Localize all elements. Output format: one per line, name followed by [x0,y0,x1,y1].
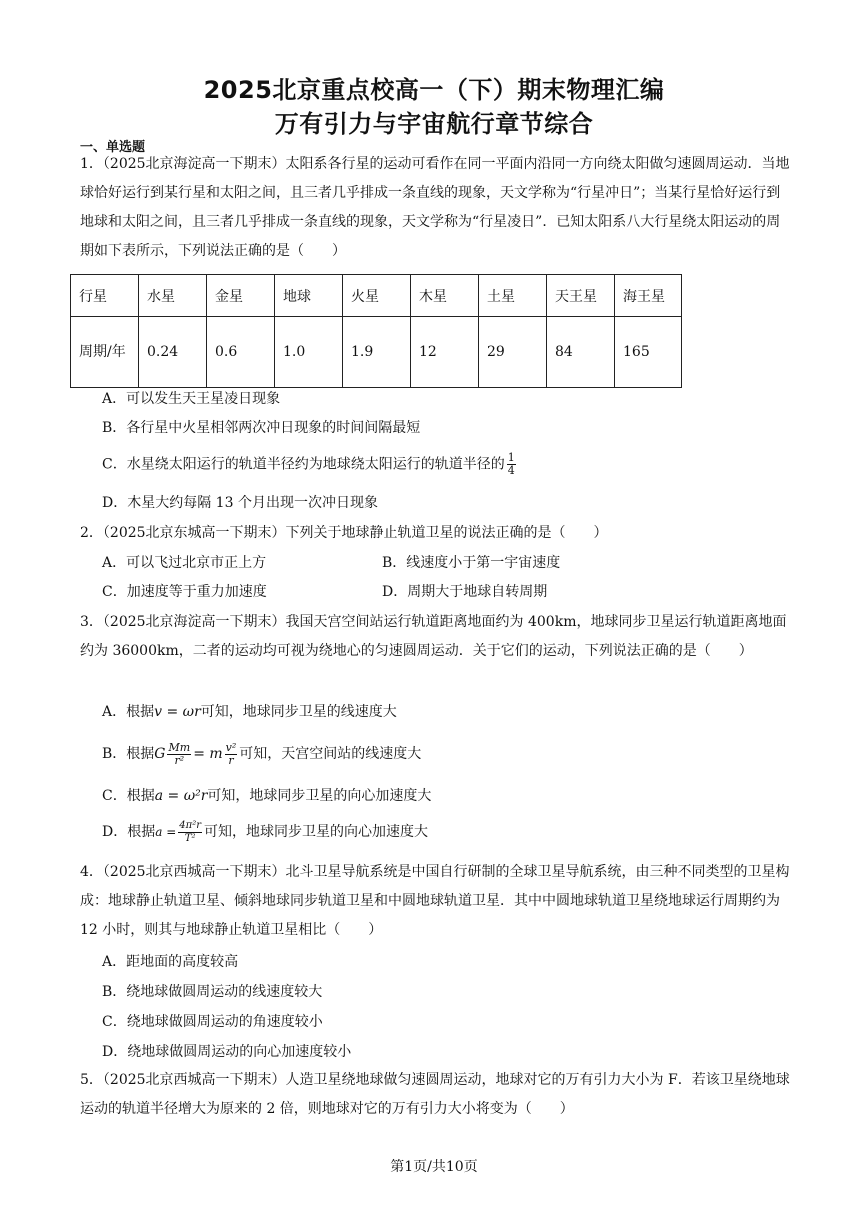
q4-option-c: C．绕地球做圆周运动的角速度较小 [102,1014,323,1030]
formula-a: a = [155,825,177,839]
question-5-text: 5．（2025北京西城高一下期末）人造卫星绕地球做匀速圆周运动，地球对它的万有引力大小为 F．若该卫星绕地球运动的轨道半径增大为原来的 2 倍，则地球对它的万有引力大小将变为（ ） [80,1072,790,1117]
q3-option-b [102,738,421,770]
table-cell: 金星 [207,275,275,317]
fraction-numerator: v² [225,740,237,754]
q1-option-c-text: C．水星绕太阳运行的轨道半径约为地球绕太阳运行的轨道半径的 [102,456,505,473]
q2-option-b: B．线速度小于第一宇宙速度 [382,555,561,571]
q2-option-c: C．加速度等于重力加速度 [102,584,267,600]
q3-option-c [102,786,431,806]
table-cell: 1.0 [275,317,343,388]
fraction-numerator: 4π²r [179,819,201,831]
table-cell: 水星 [139,275,207,317]
table-cell: 天王星 [547,275,615,317]
table-cell: 12 [411,317,479,388]
fraction-denominator: r [228,753,234,767]
q2-option-a: A．可以飞过北京市正上方 [102,555,267,571]
formula: a = ω²r [154,788,208,804]
table-cell: 周期/年 [71,317,139,388]
question-2-text: 2．（2025北京东城高一下期末）下列关于地球静止轨道卫星的说法正确的是（ ） [80,525,608,541]
option-label: C．根据 [102,788,155,804]
q3-option-a [102,702,397,722]
option-label: A．根据 [102,704,155,720]
table-cell: 165 [615,317,682,388]
fraction [225,742,238,767]
question-1-text: 1．（2025北京海淀高一下期末）太阳系各行星的运动可看作在同一平面内沿同一方向绕太阳做匀速圆周运动．当地球恰好运行到某行星和太阳之间，且三者几乎排成一条直线的现象，天文学称为“行星冲日”；当某行星恰好运行到地球和太阳之间，且三者几乎排成一条直线的现象，天文学称为“行星凌日”．已知太阳系八大行星绕太阳运动的周期如下表所示，下列说法正确的是（ ） [80,156,790,259]
formula-g: G [154,746,166,762]
table-cell: 海王星 [615,275,682,317]
q2-option-d: D．周期大于地球自转周期 [382,584,548,600]
table-cell: 0.6 [207,317,275,388]
document-title-line1: 2025北京重点校高一（下）期末物理汇编 [203,76,665,104]
table-row [71,275,682,317]
formula: v = ωr [154,704,201,720]
q1-option-a: A．可以发生天王星凌日现象 [102,391,281,407]
table-cell: 土星 [479,275,547,317]
table-row [71,317,682,388]
option-label: D．根据 [102,824,156,840]
q3-option-d [102,816,428,848]
table-cell: 火星 [343,275,411,317]
table-cell: 地球 [275,275,343,317]
fraction-numerator: 1 [507,451,515,464]
table-cell: 行星 [71,275,139,317]
option-text: 可知，天宫空间站的线速度大 [239,746,422,762]
q4-option-d: D．绕地球做圆周运动的向心加速度较小 [102,1044,352,1060]
q4-option-a: A．距地面的高度较高 [102,954,239,970]
q1-option-c [102,452,518,477]
q1-option-b: B．各行星中火星相邻两次冲日现象的时间间隔最短 [102,420,421,436]
fraction [507,452,516,477]
table-cell: 0.24 [139,317,207,388]
q4-option-b: B．绕地球做圆周运动的线速度较大 [102,984,323,1000]
fraction-denominator: r² [174,753,185,767]
page-footer: 第1页/共10页 [390,1159,478,1175]
fraction [178,820,202,845]
formula-eq: = m [193,746,223,762]
table-cell: 29 [479,317,547,388]
question-4-text: 4．（2025北京西城高一下期末）北斗卫星导航系统是中国自行研制的全球卫星导航系统，由三种不同类型的卫星构成：地球静止轨道卫星、倾斜地球同步轨道卫星和中圆地球轨道卫星．其中中圆地球轨道卫星绕地球运行周期约为 12 小时，则其与地球静止轨道卫星相比（ ） [80,864,790,938]
table-cell: 木星 [411,275,479,317]
fraction-denominator: 4 [507,464,515,477]
fraction [167,742,191,767]
option-text: 可知，地球同步卫星的向心加速度大 [207,788,432,804]
document-title-line2: 万有引力与宇宙航行章节综合 [274,110,594,138]
fraction-numerator: Mm [168,740,191,754]
q1-option-d: D．木星大约每隔 13 个月出现一次冲日现象 [102,495,378,511]
table-cell: 84 [547,317,615,388]
question-3-text: 3．（2025北京海淀高一下期末）我国天宫空间站运行轨道距离地面约为 400km，地球同步卫星运行轨道距离地面约为 36000km，二者的运动均可视为绕地心的匀速圆周运动．关于它们的运动，下列说法正确的是（ ） [80,614,787,659]
option-text: 可知，地球同步卫星的线速度大 [200,704,397,720]
planet-period-table [70,274,682,388]
option-text: 可知，地球同步卫星的向心加速度大 [204,824,428,840]
section-heading: 一、单选题 [80,140,146,155]
table-cell: 1.9 [343,317,411,388]
option-label: B．根据 [102,746,155,762]
fraction-denominator: T² [184,832,196,844]
